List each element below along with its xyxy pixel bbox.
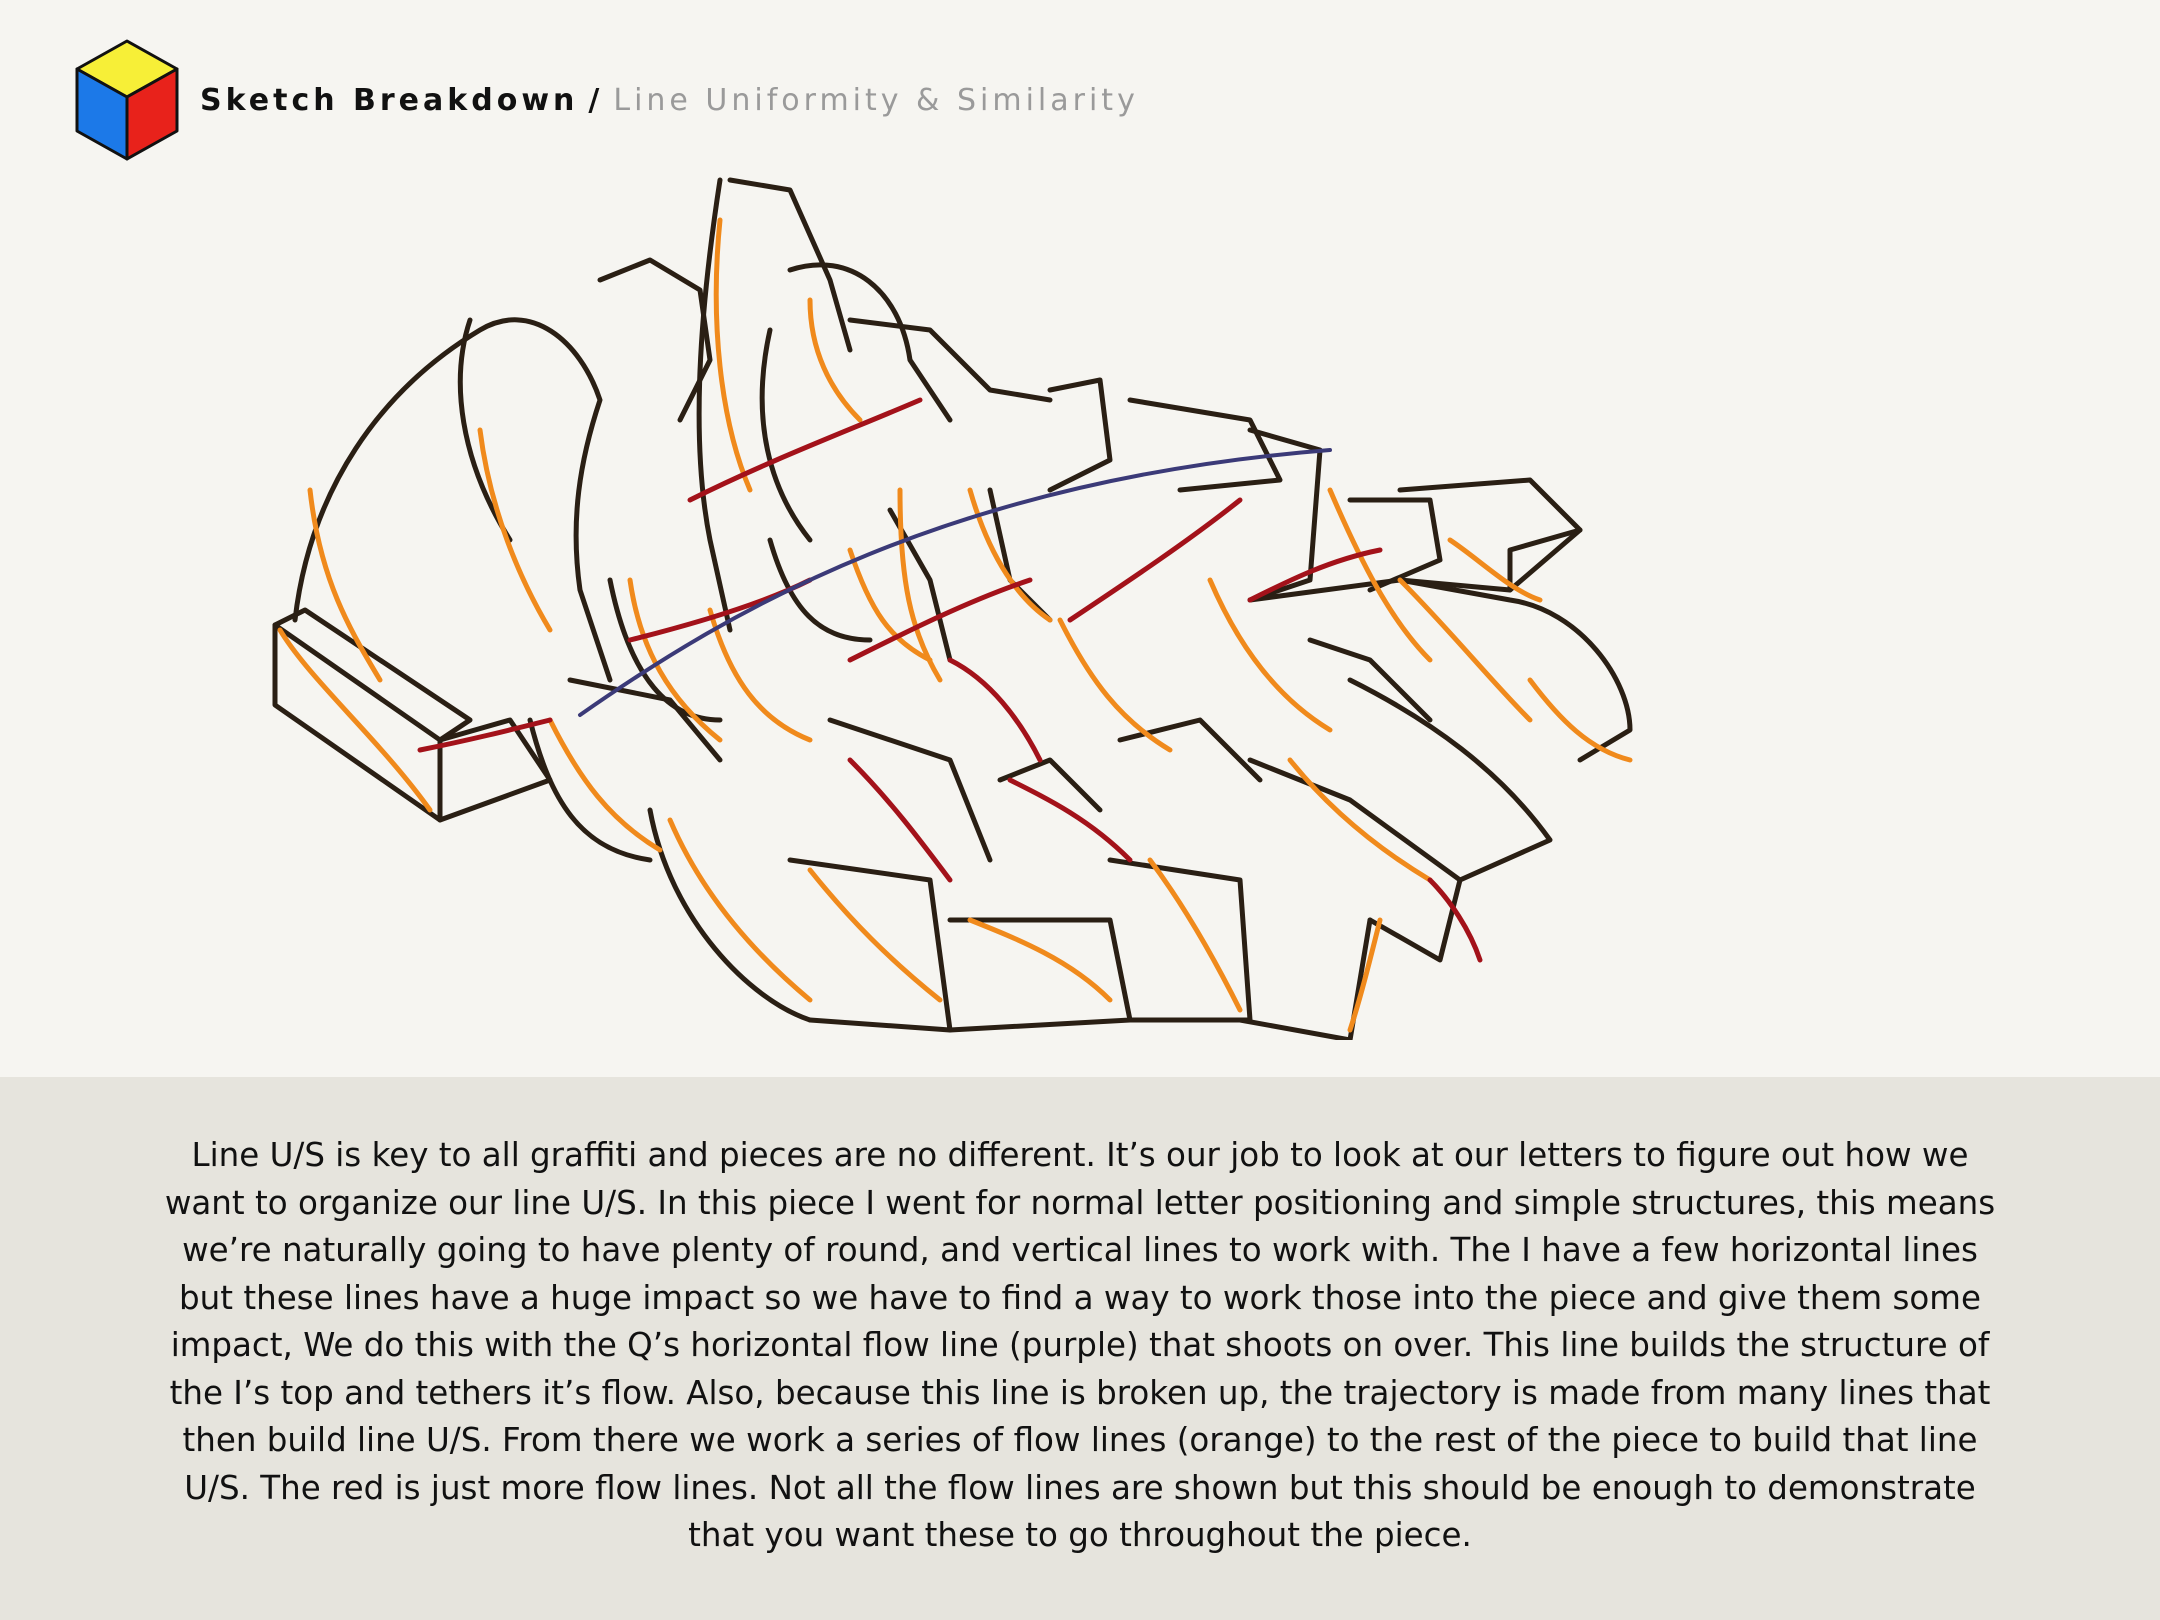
cube-logo-icon xyxy=(74,38,180,162)
description-paragraph: Line U/S is key to all graffiti and pieces are no different. It’s our job to look at our letters to figure out how we want to organize our line U/S. In this piece I went for normal letter positioning and simple structures, this means we’re naturally going to have plenty of round, and vertical lines to work with. The I have a few horizontal lines but these lines have a huge impact so we have to find a way to work those into the piece and give them some impact, We do this with the Q’s horizontal flow line (purple) that shoots on over. This line builds the structure of the I’s top and tethers it’s flow. Also, because this line is broken up, the trajectory is made from many lines that then build line U/S. From there we work a series of flow lines (orange) to the rest of the piece to build that line U/S. The red is just more flow lines. Not all the flow lines are shown but this should be enough to demonstrate that you want these to go throughout the piece. xyxy=(164,1136,1996,1554)
page-header xyxy=(74,38,1139,162)
breadcrumb-section: Sketch Breakdown xyxy=(200,82,579,118)
description-panel xyxy=(0,1077,2160,1620)
purple-flow-line xyxy=(580,450,1330,715)
breadcrumb xyxy=(200,83,1139,118)
graffiti-sketch-image xyxy=(250,160,1930,1040)
breadcrumb-page-title: Line Uniformity & Similarity xyxy=(613,82,1139,118)
orange-flow-lines xyxy=(280,220,1630,1030)
breadcrumb-separator: / xyxy=(588,82,604,118)
